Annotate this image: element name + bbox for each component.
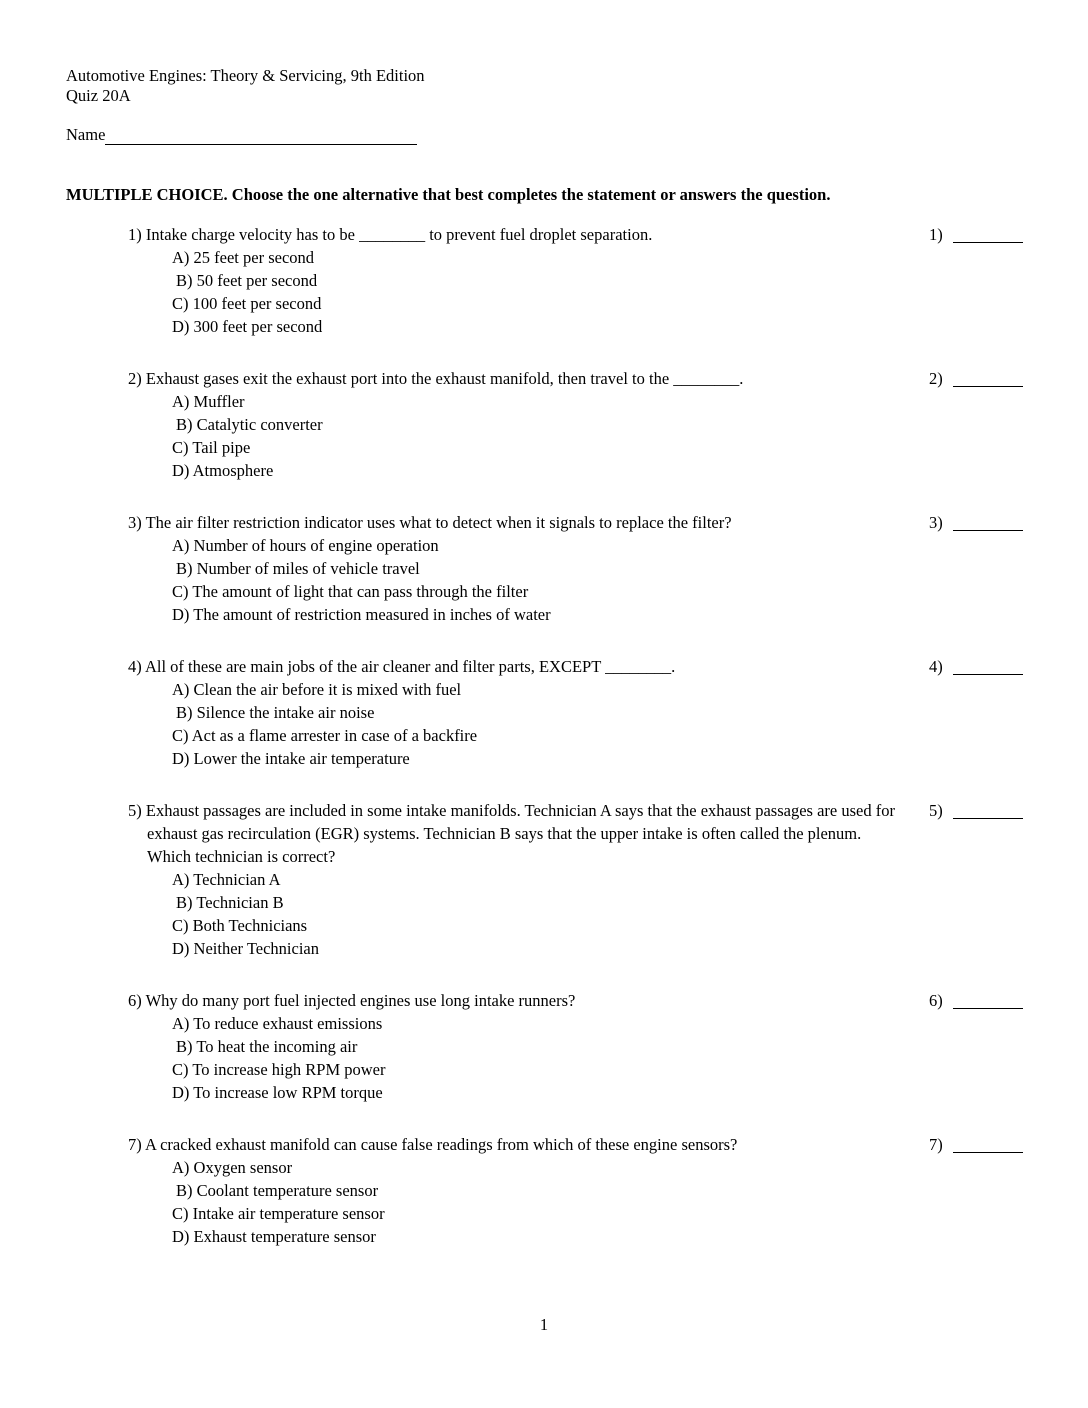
answer-blank-line	[953, 511, 1023, 531]
answer-number: 1)	[929, 225, 943, 244]
question	[128, 655, 1028, 770]
answer-option: A) Clean the air before it is mixed with fuel	[172, 680, 462, 699]
answer-blank-line	[953, 367, 1023, 387]
answer-option: D) 300 feet per second	[172, 317, 323, 336]
answer-option: B) Catalytic converter	[176, 415, 323, 434]
answer-option: C) Both Technicians	[172, 916, 308, 935]
answer-option: D) To increase low RPM torque	[172, 1083, 383, 1102]
answer-option: D) Exhaust temperature sensor	[172, 1227, 376, 1246]
answer-blank-line	[953, 223, 1023, 243]
question-text: 5) Exhaust passages are included in some intake manifolds. Technician A says that the exhaust passages are used for exhaust gas recirculation (EGR) systems. Technician B says that the upper intake is often called the plenum. Which technician is correct?	[128, 801, 895, 866]
answer-slot	[929, 367, 1023, 390]
page-number: 1	[539, 1315, 549, 1334]
answer-blank-line	[953, 799, 1023, 819]
document-header	[66, 66, 425, 106]
answer-option: D) Atmosphere	[172, 461, 274, 480]
answer-option: A) Number of hours of engine operation	[172, 536, 439, 555]
answer-option: A) Oxygen sensor	[172, 1158, 293, 1177]
answer-option: B) Number of miles of vehicle travel	[176, 559, 420, 578]
name-field	[66, 125, 417, 145]
question-text: 1) Intake charge velocity has to be ________ to prevent fuel droplet separation.	[128, 225, 653, 244]
answer-option: B) Technician B	[176, 893, 284, 912]
question	[128, 799, 1028, 960]
name-label: Name	[66, 125, 106, 144]
answer-option: C) Act as a flame arrester in case of a backfire	[172, 726, 478, 745]
question	[128, 1133, 1028, 1248]
answer-number: 3)	[929, 513, 943, 532]
answer-number: 6)	[929, 991, 943, 1010]
answer-option: C) Intake air temperature sensor	[172, 1204, 385, 1223]
answer-slot	[929, 799, 1023, 822]
answer-slot	[929, 223, 1023, 246]
answer-option: B) To heat the incoming air	[176, 1037, 358, 1056]
question-text: 7) A cracked exhaust manifold can cause false readings from which of these engine sensors?	[128, 1135, 738, 1154]
question	[128, 989, 1028, 1104]
answer-option: B) Silence the intake air noise	[176, 703, 375, 722]
answer-option: C) 100 feet per second	[172, 294, 322, 313]
course-title: Automotive Engines: Theory & Servicing, 9th Edition	[66, 66, 425, 85]
answer-slot	[929, 1133, 1023, 1156]
answer-option: C) To increase high RPM power	[172, 1060, 386, 1079]
answer-option: C) The amount of light that can pass through the filter	[172, 582, 529, 601]
answer-option: A) Technician A	[172, 870, 281, 889]
answer-option: D) The amount of restriction measured in inches of water	[172, 605, 551, 624]
answer-option: B) Coolant temperature sensor	[176, 1181, 379, 1200]
answer-blank-line	[953, 989, 1023, 1009]
name-blank-line	[105, 127, 417, 145]
question-list	[128, 223, 1028, 1277]
answer-option: D) Lower the intake air temperature	[172, 749, 410, 768]
answer-blank-line	[953, 1133, 1023, 1153]
answer-option: A) To reduce exhaust emissions	[172, 1014, 383, 1033]
question-text: 2) Exhaust gases exit the exhaust port into the exhaust manifold, then travel to the ________.	[128, 369, 744, 388]
quiz-title: Quiz 20A	[66, 86, 131, 105]
answer-number: 5)	[929, 801, 943, 820]
answer-option: A) 25 feet per second	[172, 248, 315, 267]
question-text: 4) All of these are main jobs of the air cleaner and filter parts, EXCEPT ________.	[128, 657, 676, 676]
question-text: 6) Why do many port fuel injected engines use long intake runners?	[128, 991, 576, 1010]
instructions: MULTIPLE CHOICE. Choose the one alternative that best completes the statement or answers the question.	[66, 185, 831, 204]
answer-slot	[929, 655, 1023, 678]
answer-option: C) Tail pipe	[172, 438, 251, 457]
answer-option: D) Neither Technician	[172, 939, 319, 958]
question	[128, 511, 1028, 626]
answer-option: A) Muffler	[172, 392, 245, 411]
question-text: 3) The air filter restriction indicator uses what to detect when it signals to replace the filter?	[128, 513, 732, 532]
answer-number: 2)	[929, 369, 943, 388]
question	[128, 367, 1028, 482]
answer-blank-line	[953, 655, 1023, 675]
answer-option: B) 50 feet per second	[176, 271, 318, 290]
answer-slot	[929, 989, 1023, 1012]
answer-number: 7)	[929, 1135, 943, 1154]
question	[128, 223, 1028, 338]
answer-slot	[929, 511, 1023, 534]
answer-number: 4)	[929, 657, 943, 676]
